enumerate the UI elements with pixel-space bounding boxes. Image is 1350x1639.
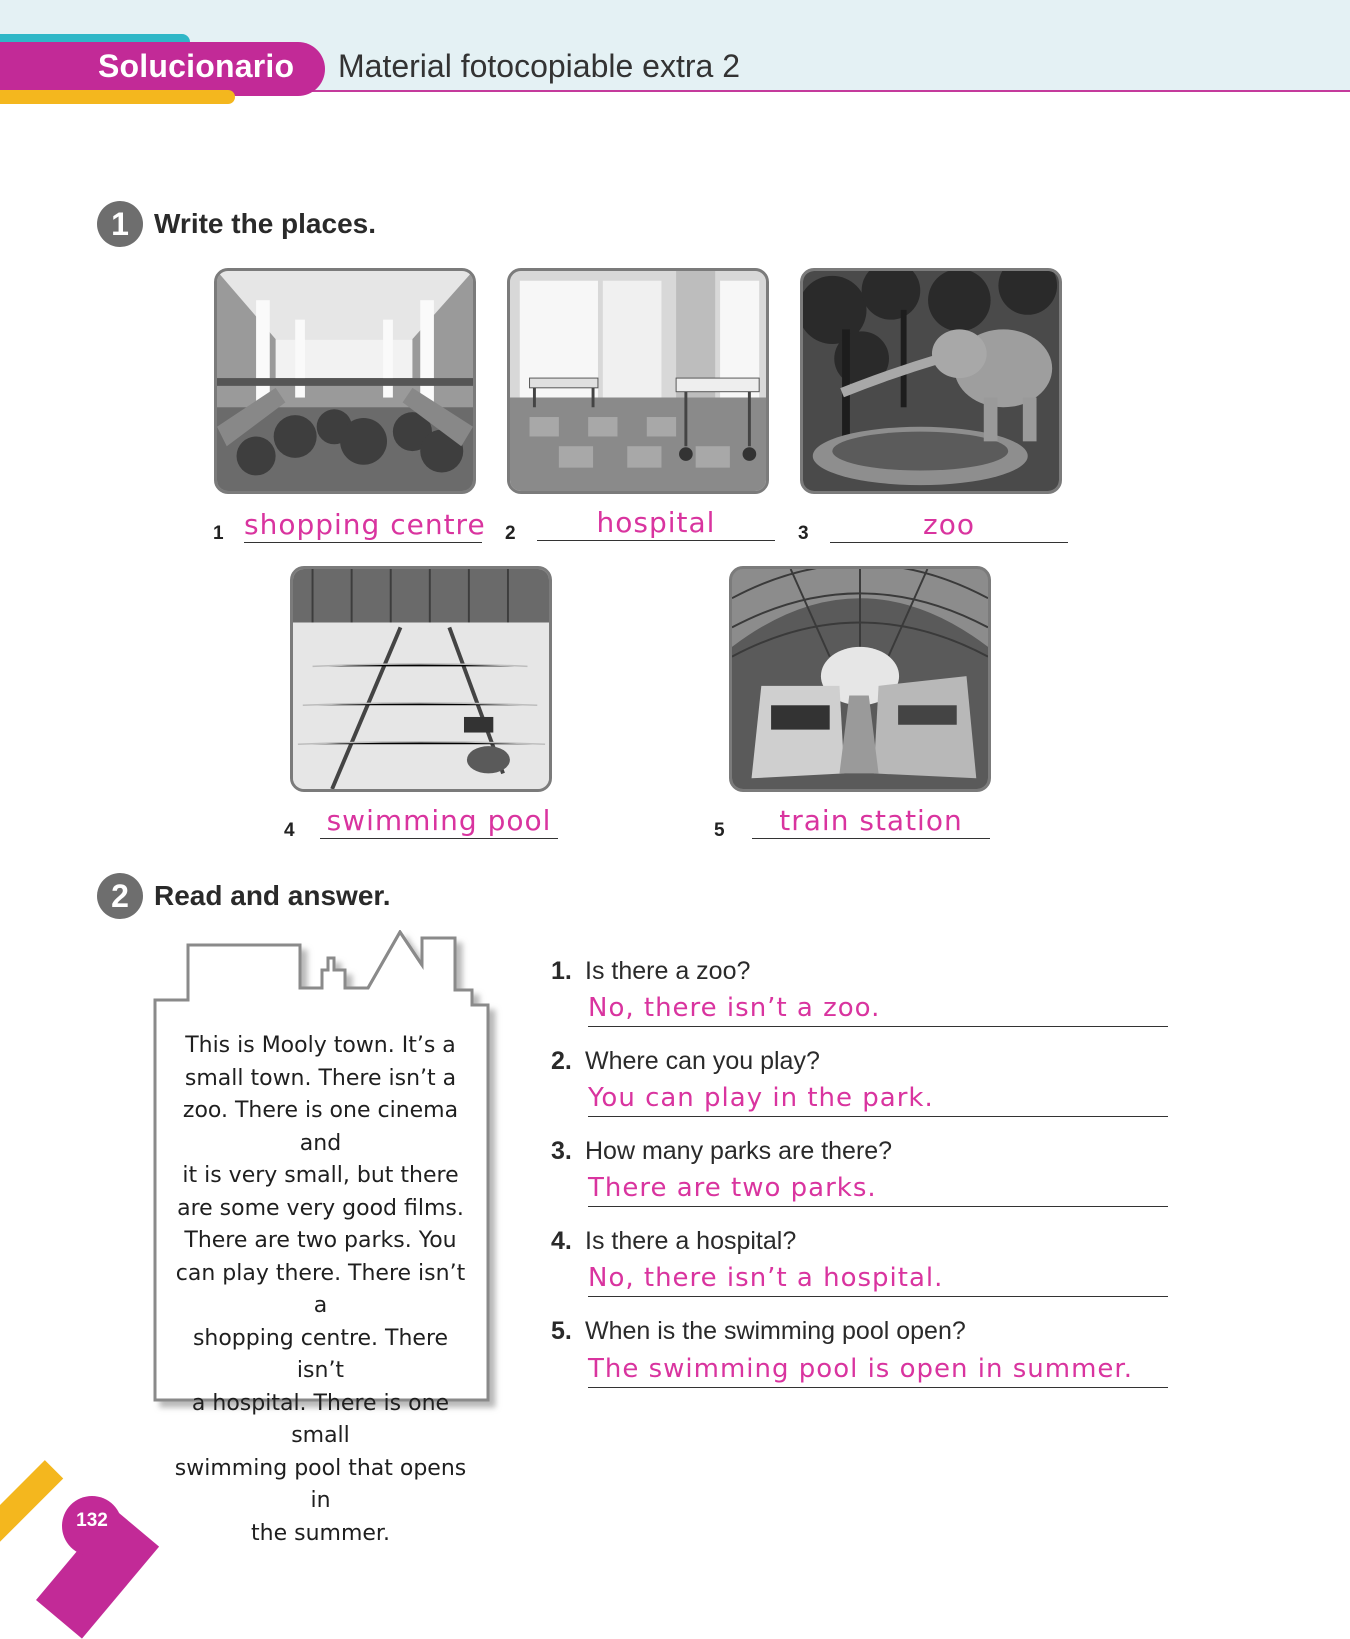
corner-yellow-stripe [0, 1460, 63, 1563]
hospital-photo [507, 268, 769, 494]
item-1-number: 1 [213, 523, 224, 544]
question-5-number: 5. [551, 1317, 572, 1345]
question-5-answer: The swimming pool is open in summer. [588, 1351, 1168, 1388]
story-line: can play there. There isn’t a [175, 1260, 466, 1318]
question-3-number: 3. [551, 1137, 572, 1165]
zoo-photo [800, 268, 1062, 494]
story-line: it is very small, but there [182, 1163, 459, 1188]
story-line: swimming pool that opens in [174, 1455, 467, 1513]
question-2-answer: You can play in the park. [588, 1080, 1168, 1117]
train-station-photo [729, 566, 991, 792]
item-5-number: 5 [714, 820, 725, 841]
story-line: There are two parks. You [184, 1228, 457, 1253]
item-3-number: 3 [798, 523, 809, 544]
section-1-number: 1 [97, 201, 143, 247]
item-1-answer: shopping centre [244, 508, 486, 541]
story-line: the summer. [251, 1520, 390, 1546]
story-line: zoo. There is one cinema and [182, 1098, 459, 1156]
section-1-title: Write the places. [154, 208, 377, 239]
question-4-text: Is there a hospital? [585, 1227, 797, 1255]
story-line: This is Mooly town. It’s a [185, 1033, 456, 1058]
story-line: shopping centre. There isn’t [192, 1325, 449, 1383]
question-4-number: 4. [551, 1227, 572, 1255]
section-2-number: 2 [97, 873, 143, 919]
question-3-answer: There are two parks. [588, 1170, 1168, 1207]
story-line: are some very good films. [177, 1195, 464, 1221]
question-3-text: How many parks are there? [585, 1137, 893, 1165]
story-line: a hospital. There is one small [191, 1390, 450, 1448]
item-4-answer: swimming pool [320, 804, 558, 839]
item-2-answer: hospital [537, 506, 775, 541]
item-5-answer: train station [752, 804, 990, 839]
question-2-number: 2. [551, 1047, 572, 1075]
question-2-text: Where can you play? [585, 1047, 820, 1075]
swimming-pool-photo [290, 566, 552, 792]
page-number: 132 [62, 1496, 122, 1556]
item-2-number: 2 [505, 523, 516, 544]
header-title: Material fotocopiable extra 2 [338, 48, 740, 84]
header-yellow-stripe [0, 90, 235, 104]
item-3-answer: zoo [830, 508, 1068, 543]
question-5-text: When is the swimming pool open? [585, 1317, 966, 1345]
shopping-centre-photo [214, 268, 476, 494]
section-2-title: Read and answer. [154, 880, 391, 911]
question-1-number: 1. [551, 957, 572, 985]
item-4-number: 4 [284, 820, 295, 841]
question-4-answer: No, there isn’t a hospital. [588, 1260, 1168, 1297]
story-line: small town. There isn’t a [184, 1065, 457, 1091]
question-1-text: Is there a zoo? [585, 957, 751, 985]
header-tab-label: Solucionario [98, 48, 295, 84]
story-text [168, 1030, 473, 1550]
question-1-answer: No, there isn’t a zoo. [588, 990, 1168, 1027]
